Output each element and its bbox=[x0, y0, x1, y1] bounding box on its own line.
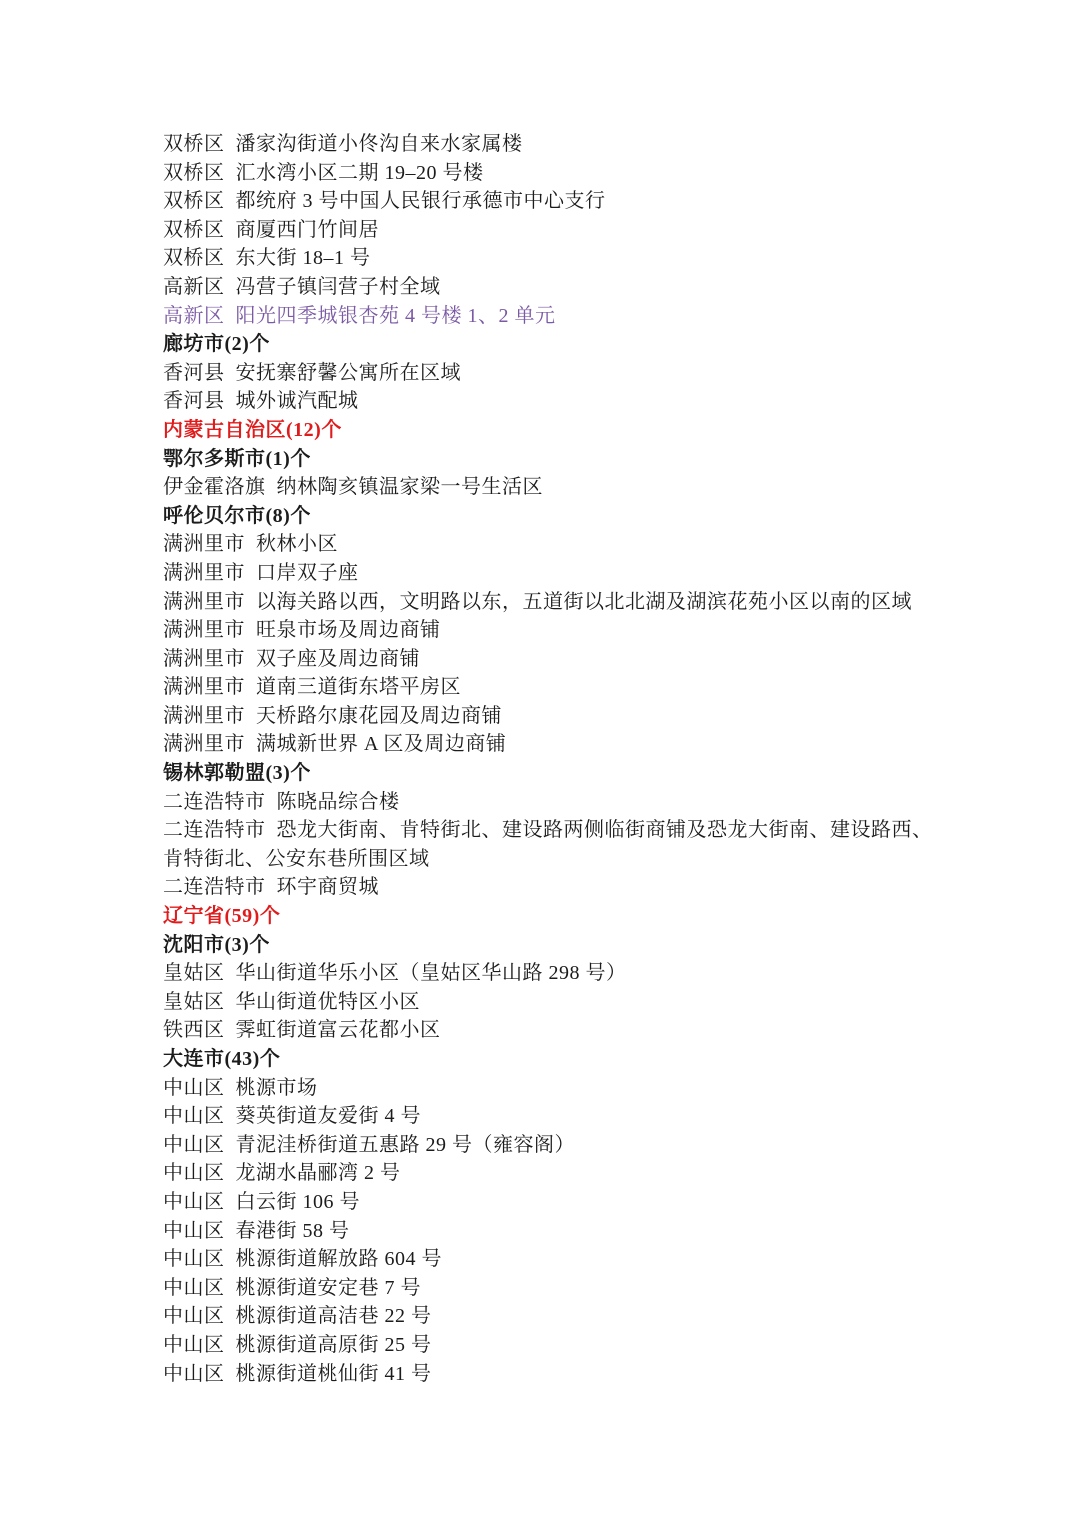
document-line: 锡林郭勒盟(3)个 bbox=[163, 762, 311, 785]
document-line: 双桥区 东大街 18–1 号 bbox=[163, 247, 371, 270]
document-line: 满洲里市 天桥路尔康花园及周边商铺 bbox=[163, 704, 502, 727]
document-line: 满洲里市 双子座及周边商铺 bbox=[163, 647, 420, 670]
document-line: 呼伦贝尔市(8)个 bbox=[163, 504, 311, 527]
document-line: 满洲里市 秋林小区 bbox=[163, 533, 338, 556]
document-line: 中山区 桃源街道高洁巷 22 号 bbox=[163, 1305, 432, 1328]
document-line: 双桥区 商厦西门竹间居 bbox=[163, 218, 379, 241]
document-line: 铁西区 霁虹街道富云花都小区 bbox=[163, 1019, 441, 1042]
document-line: 香河县 城外诚汽配城 bbox=[163, 390, 359, 413]
document-line: 沈阳市(3)个 bbox=[163, 933, 270, 956]
document-line: 伊金霍洛旗 纳林陶亥镇温家梁一号生活区 bbox=[163, 476, 543, 499]
document-line: 大连市(43)个 bbox=[163, 1048, 281, 1070]
document-line: 双桥区 潘家沟街道小佟沟自来水家属楼 bbox=[163, 133, 523, 155]
document-line: 鄂尔多斯市(1)个 bbox=[163, 447, 311, 470]
document-line: 满洲里市 以海关路以西，文明路以东，五道街以北北湖及湖滨花苑小区以南的区域 bbox=[163, 590, 912, 613]
document-line: 香河县 安抚寨舒馨公寓所在区域 bbox=[163, 361, 461, 384]
document-line: 中山区 龙湖水晶郦湾 2 号 bbox=[163, 1162, 401, 1185]
document-line: 皇姑区 华山街道优特区小区 bbox=[163, 990, 420, 1013]
document-line: 高新区 冯营子镇闫营子村全域 bbox=[163, 275, 441, 298]
document-line: 中山区 桃源街道安定巷 7 号 bbox=[163, 1276, 421, 1299]
document-line: 中山区 桃源街道高原街 25 号 bbox=[163, 1333, 432, 1356]
document-line: 满洲里市 口岸双子座 bbox=[163, 561, 359, 584]
document-line: 中山区 桃源街道解放路 604 号 bbox=[163, 1248, 442, 1271]
document-line: 内蒙古自治区(12)个 bbox=[163, 418, 342, 441]
document-line: 辽宁省(59)个 bbox=[163, 905, 281, 928]
document-line: 二连浩特市 恐龙大街南、肯特街北、建设路两侧临街商铺及恐龙大街南、建设路西、 bbox=[163, 819, 933, 842]
document-line: 中山区 春港街 58 号 bbox=[163, 1219, 350, 1242]
document-line: 中山区 青泥洼桥街道五惠路 29 号（雍容阁） bbox=[163, 1133, 575, 1156]
document-line: 二连浩特市 陈晓品综合楼 bbox=[163, 790, 400, 813]
document-line: 中山区 白云街 106 号 bbox=[163, 1190, 360, 1213]
document-line: 肯特街北、公安东巷所围区域 bbox=[163, 847, 430, 870]
document-line: 满洲里市 满城新世界 A 区及周边商铺 bbox=[163, 733, 507, 756]
document-body bbox=[163, 130, 933, 1388]
document-line: 中山区 葵英街道友爱街 4 号 bbox=[163, 1105, 421, 1128]
document-line: 双桥区 汇水湾小区二期 19–20 号楼 bbox=[163, 161, 484, 184]
document-line: 中山区 桃源街道桃仙街 41 号 bbox=[163, 1362, 432, 1385]
document-line: 高新区 阳光四季城银杏苑 4 号楼 1、2 单元 bbox=[163, 304, 556, 327]
document-line: 满洲里市 道南三道街东塔平房区 bbox=[163, 676, 461, 699]
document-line: 皇姑区 华山街道华乐小区（皇姑区华山路 298 号） bbox=[163, 962, 627, 985]
document-line: 二连浩特市 环宇商贸城 bbox=[163, 876, 379, 899]
document-line: 中山区 桃源市场 bbox=[163, 1076, 318, 1099]
document-line: 满洲里市 旺泉市场及周边商铺 bbox=[163, 619, 441, 642]
document-line: 双桥区 都统府 3 号中国人民银行承德市中心支行 bbox=[163, 190, 606, 213]
document-line: 廊坊市(2)个 bbox=[163, 333, 270, 356]
